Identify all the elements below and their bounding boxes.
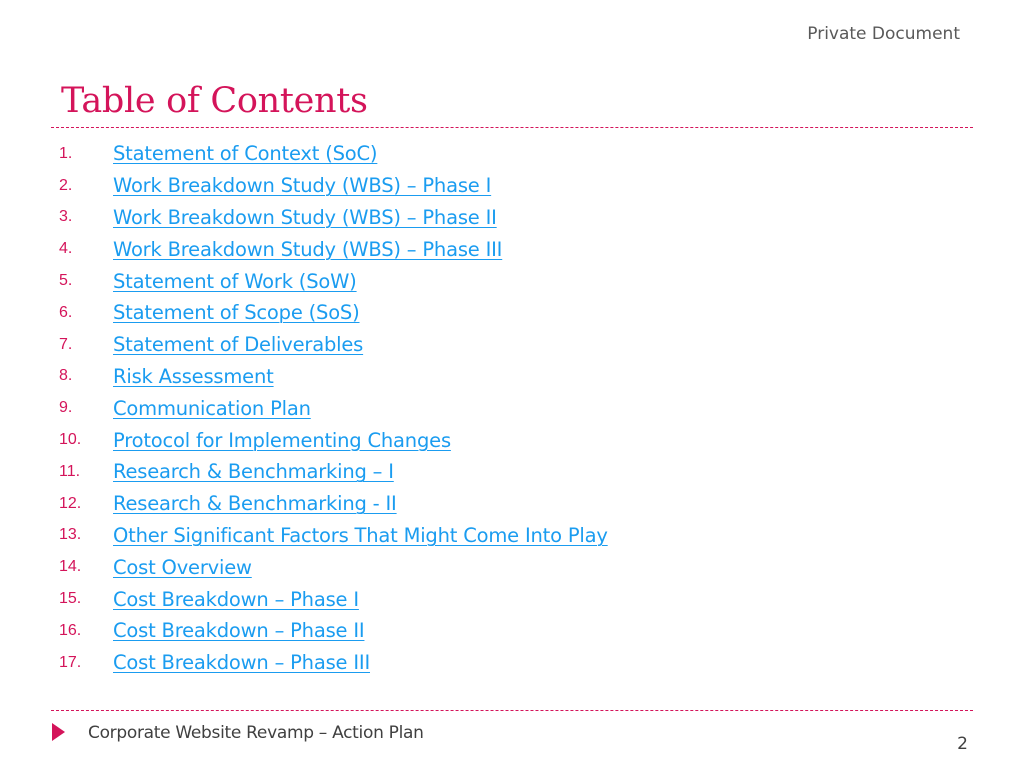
page-number: 2 <box>957 734 968 754</box>
toc-item <box>59 361 608 393</box>
toc-link[interactable]: Protocol for Implementing Changes <box>113 428 451 452</box>
toc-link[interactable]: Research & Benchmarking - II <box>113 492 397 516</box>
toc-link[interactable]: Statement of Scope (SoS) <box>113 301 360 325</box>
toc-link[interactable]: Cost Breakdown – Phase I <box>113 587 359 611</box>
private-document-label: Private Document <box>807 24 960 44</box>
toc-item-number: 5. <box>59 272 73 290</box>
toc-link[interactable]: Risk Assessment <box>113 364 274 388</box>
toc-item <box>59 170 608 202</box>
triangle-right-icon <box>52 723 65 741</box>
title-divider <box>51 127 973 128</box>
toc-item-number: 16. <box>59 621 82 639</box>
toc-item-number: 15. <box>59 590 82 608</box>
toc-link[interactable]: Work Breakdown Study (WBS) – Phase III <box>113 237 503 261</box>
toc-item-number: 7. <box>59 335 73 353</box>
toc-item-number: 11. <box>59 462 81 480</box>
toc-item-number: 10. <box>59 431 82 449</box>
page-title: Table of Contents <box>61 81 368 121</box>
toc-item <box>59 551 608 583</box>
toc-link[interactable]: Other Significant Factors That Might Come Into Play <box>113 523 608 547</box>
toc-item <box>59 647 608 679</box>
toc-item <box>59 392 608 424</box>
toc-item <box>59 424 608 456</box>
toc-link[interactable]: Statement of Context (SoC) <box>113 142 378 166</box>
toc-link[interactable]: Work Breakdown Study (WBS) – Phase I <box>113 174 492 198</box>
toc-item-number: 9. <box>59 399 73 417</box>
footer-title: Corporate Website Revamp – Action Plan <box>88 723 424 743</box>
toc-item-number: 2. <box>59 176 73 194</box>
toc-item <box>59 520 608 552</box>
toc-item-number: 14. <box>59 558 82 576</box>
toc-item-number: 1. <box>59 144 73 162</box>
toc-item-number: 4. <box>59 240 73 258</box>
toc-link[interactable]: Research & Benchmarking – I <box>113 460 394 484</box>
toc-item <box>59 456 608 488</box>
toc-link[interactable]: Cost Breakdown – Phase II <box>113 619 365 643</box>
toc-item-number: 3. <box>59 208 73 226</box>
toc-item <box>59 138 608 170</box>
toc-item-number: 12. <box>59 494 82 512</box>
toc-item-number: 8. <box>59 367 73 385</box>
toc-item <box>59 265 608 297</box>
table-of-contents-list <box>59 138 608 679</box>
toc-item <box>59 202 608 234</box>
toc-item <box>59 583 608 615</box>
toc-item-number: 17. <box>59 653 82 671</box>
toc-item-number: 6. <box>59 303 73 321</box>
footer-divider <box>51 710 973 711</box>
toc-link[interactable]: Statement of Work (SoW) <box>113 269 357 293</box>
toc-item <box>59 488 608 520</box>
toc-item <box>59 297 608 329</box>
toc-item <box>59 329 608 361</box>
toc-item-number: 13. <box>59 526 82 544</box>
toc-item <box>59 233 608 265</box>
toc-link[interactable]: Work Breakdown Study (WBS) – Phase II <box>113 205 497 229</box>
toc-item <box>59 615 608 647</box>
toc-link[interactable]: Communication Plan <box>113 396 311 420</box>
toc-link[interactable]: Cost Overview <box>113 555 252 579</box>
toc-link[interactable]: Cost Breakdown – Phase III <box>113 651 370 675</box>
toc-link[interactable]: Statement of Deliverables <box>113 333 364 357</box>
